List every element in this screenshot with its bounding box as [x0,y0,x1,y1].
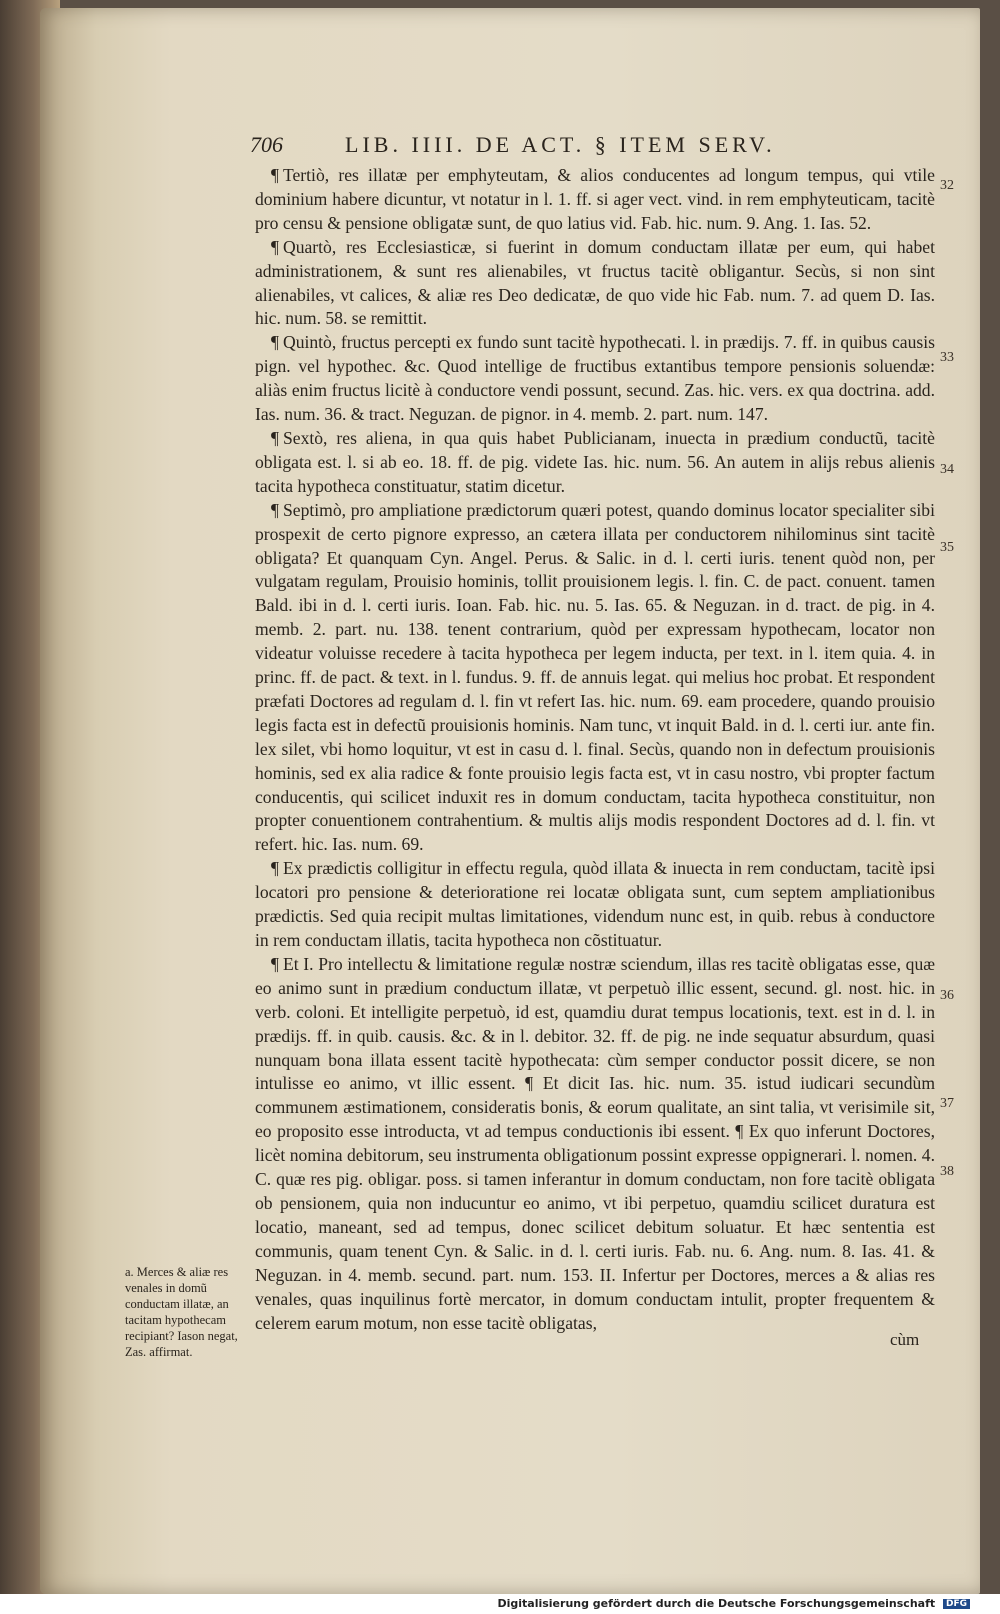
margin-number: 32 [940,178,954,193]
paragraph-quinto: ¶ Quintò, fructus percepti ex fundo sunt tacitè hypothecati. l. in prædijs. 7. ff. in quibus causis pign. vel hypothec. &c. Quod intellige de fructibus extantibus tempore pensionis soluendæ: aliàs enim fructus licitè à conductore vendi possunt, secund. Zas. hic. vers. ex qua doctrina. add. Ias. num. 36. & tract. Neguzan. de pignor. in 4. memb. 2. part. num. 147. [255,332,935,425]
pilcrow-icon: ¶ [271,499,279,520]
paragraph-sexto: ¶ Sextò, res aliena, in qua quis habet Publicianam, inuecta in prædium conductũ, tacitè obligata est. l. si ab eo. 18. ff. de pig. videte Ias. hic. num. 56. An autem in alijs rebus alienis tacita hypotheca constituatur, statim dicetur. [255,427,935,496]
margin-number: 35 [940,540,954,555]
margin-number: 37 [940,1096,954,1111]
catchword: cùm [890,1330,920,1349]
pilcrow-icon: ¶ [271,236,279,257]
page-number: 706 [250,132,283,157]
margin-number: 36 [940,988,954,1003]
side-note: a. Merces & aliæ res venales in domũ conductam illatæ, an tacitam hypothecam recipiant? Iason negat, Zas. affirmat. [125,1265,238,1359]
paragraph-septimo: ¶ Septimò, pro ampliatione prædictorum quæri potest, quando dominus locator specialiter sibi prospexit de certo pignore expresso, an cætera illata per conductorem nihilominus sint tacitè obligata? Et quanquam Cyn. Angel. Perus. & Salic. in d. l. certi iuris. tenent quòd non, per vulgatam regulam, Prouisio hominis, tollit prouisionem legis. l. fin. C. de pact. conuent. tamen Bald. ibi in d. l. certi iuris. Ioan. Fab. hic. nu. 5. Ias. 65. & Neguzan. in d. tract. de pig. in 4. memb. 2. part. nu. 138. tenent contrarium, quòd per expressam hypothecam, locator non videatur voluisse recedere à tacita hypotheca per legem inducta, per text. in l. item quia. 4. in princ. ff. de pact. & text. in l. fundus. 9. ff. de annuis legat. qui melius hoc probat. Et respondent præfati Doctores ad regulam d. l. fin vt refert Ias. hic. num. 69. eam procedere, quando prouisio legis facta est in defectũ prouisionis hominis. Nam tunc, vt inquit Bald. in d. l. certi iur. ante fin. lex silet, vbi homo loquitur, vt est in casu d. l. final. Secùs, quando non in defectum prouisionis hominis, sed ex alia radice & fonte prouisio legis facta est, vt in casu nostro, vbi propter factum conducentis, qui scilicet induxit res in domum conductam, tacita hypotheca constituitur, non propter conuentionem contrahentium. & multis alijs modis respondent Doctores ad d. l. fin. vt refert. hic. Ias. num. 69. [255,499,935,855]
running-title: LIB. IIII. DE ACT. § ITEM SERV. [345,132,776,157]
paragraph-regula: ¶ Ex prædictis colligitur in effectu regula, quòd illata & inuecta in rem conductam, tacitè ipsi locatori pro pensione & deterioratione rei locatæ obligata sunt, cum septem ampliationibus prædictis. Sed quia recipit multas limitationes, videndum nunc est, in quib. rebus à conductore in rem conductam illatis, tacita hypotheca non cõstituatur. [255,858,935,950]
footer-text: Digitalisierung gefördert durch die Deutsche Forschungsgemeinschaft [497,1597,936,1610]
paragraph-quarto: ¶ Quartò, res Ecclesiasticæ, si fuerint in domum conductam illatæ per eum, qui habet administrationem, & sunt res alienabiles, vt fructus tacitè obligantur. Secùs, si non sint alienabiles, vt calices, & aliæ res Deo dedicatæ, de quo vide hic Fab. num. 7. ad quem D. Ias. hic. num. 58. se remittit. [255,236,935,329]
pilcrow-icon: ¶ [271,165,279,185]
margin-number: 33 [940,350,954,365]
running-header [250,132,850,158]
dfg-logo-icon: DFG [943,1599,970,1609]
margin-number: 38 [940,1164,954,1179]
digitization-footer [0,1594,1000,1614]
margin-number: 34 [940,462,954,477]
pilcrow-icon: ¶ [271,953,279,974]
paragraph-limitatio: ¶ Et I. Pro intellectu & limitatione regulæ nostræ sciendum, illas res tacitè obligatas esse, quæ eo animo sunt in prædium conductum illatæ, vt perpetuò illic essent, secund. gl. nost. hic. in verb. coloni. Et intelligite perpetuò, id est, quamdiu durat tempus locationis, text. est in d. l. in prædijs. ff. in quib. causis. &c. & in l. debitor. 32. ff. de pig. ne inde sequatur absurdum, quasi nunquam bona illata essent tacitè hypothecata: cùm semper conductor possit dicere, se non intulisse eo animo, vt illic essent. ¶ Et dicit Ias. hic. num. 35. istud iudicari secundùm communem æstimationem, consideratis bonis, & eorum qualitate, an sint talia, vt verisimile sit, eo proposito esse introducta, vt ad tempus conductionis ibi essent. ¶ Ex quo inferunt Doctores, licèt nomina debitorum, seu instrumenta obligationum possint expresse oppignerari. l. nomen. 4. C. quæ res pig. obligar. poss. si tamen inferantur in domum conductam, non fore tacitè obligata ob pensionem, quia non inducuntur eo animo, vt ibi perpetuo, quamdiu scilicet duratura est locatio, maneant, sed ad tempus, donec scilicet debitum soluatur. Et hæc sententia est communis, quam tenent Cyn. & Salic. in d. l. certi iuris. Fab. nu. 6. Ang. num. 8. Ias. 41. & Neguzan. in 4. memb. secund. part. num. 153. II. Infertur per Doctores, merces a & alias res venales, quas inquilinus fortè mercator, in domum conductam intulit, propter frequentem & celerem earum motum, non esse tacitè obligatas, [255,953,935,1333]
paragraph-tertio: ¶ Tertiò, res illatæ per emphyteutam, & alios conducentes ad longum tempus, qui vtile dominium habere dicuntur, vt notatur in l. 1. ff. si ager vect. vind. in rem emphyteuticam, tacitè pro censu & pensione obligatæ sunt, de quo latius vid. Fab. hic. num. 9. Ang. 1. Ias. 52. [255,165,935,233]
pilcrow-icon: ¶ [271,427,279,448]
pilcrow-icon: ¶ [271,332,279,353]
pilcrow-icon: ¶ [271,858,279,879]
body-text [255,164,935,1335]
